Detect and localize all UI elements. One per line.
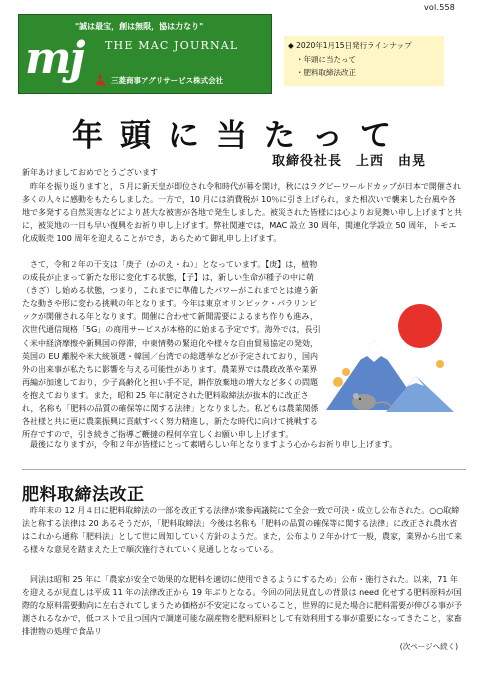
paragraph: 昨年を振り返りますと，５月に新天皇が即位され令和時代が幕を開け，秋にはラグビーワールドカップが日本で開催され多くの人々に感動をもたらしました。一方で，10 月には消費税が 10％に引き上げられ，また相次いで襲来した台風や各地で多発する自然災害などにより甚大な被害が各地で発生しました。被災された皆様には心よりお見舞い申し上げますと共に，被災地の一日も早い復興をお祈り申し上げます。弊社関連では，MAC 設立 30 周年，関連化学設立 50 周年，トモエ化成販売 100 周年を迎えることができ，あらためて御礼申し上げます。 bbox=[22, 182, 462, 244]
continued-note: (次ページへ続く) bbox=[399, 642, 458, 651]
company-name: 三菱商事アグリサービス株式会社 bbox=[111, 76, 224, 85]
magazine-name: THE MAC JOURNAL bbox=[105, 39, 239, 52]
opening-line: 新年あけましておめでとうございます bbox=[22, 168, 158, 177]
masthead-banner bbox=[18, 14, 272, 94]
section-title: 肥料取締法改正 bbox=[22, 485, 145, 505]
volume-number: vol.558 bbox=[424, 3, 456, 12]
new-year-illustration bbox=[316, 300, 464, 420]
article-title: 年頭に当たって bbox=[72, 118, 408, 154]
lineup-item: ・年頭に当たって bbox=[296, 55, 356, 64]
lineup-heading: ◆ 2020年1月15日発行ラインナップ bbox=[288, 41, 412, 50]
mj-logo: mj bbox=[25, 33, 84, 84]
company-logo-icon bbox=[93, 74, 107, 86]
slogan: "誠は最宝，創は無限，協は力なり" bbox=[75, 22, 204, 31]
paragraph: さて，令和２年の干支は「庚子（かのえ・ね）」となっています。【庚】は，植物の成長が止まって新たな形に変化する状態，【子】は，新しい生命が種子の中に萌（きざ）し始める状態，つまり，これまでに準備したパワーがこれまでとは違う新たな動きや形に変わる挑戦の年となります。今年は東京オリンピック・パラリンピックが開催される年となります。開催に合わせて新聞需要によるまち作りも進み，次世代通信規格「5G」の商用サービスが本格的に始まる予定です。海外では，長引く米中経済摩擦や新興国の停滞，中東情勢の緊迫化や様々な自由貿易協定の発効，英国の EU 離脱や米大統領選・韓国／台湾での総選挙などが予定されており，国内外の出来事が私たちに影響を与える可能性があります。農業界では農政改革や業界再編が加速しており，少子高齢化と担い手不足，耕作放棄地の増大など多くの問題を抱えております。また，昭和 25 年に制定された肥料取締法が抜本的に改正され，名称も「肥料の品質の確保等に関する法律」となりました。私どもは農業関係各社様と共に更に農業振興に貢献すべく努力精進し，新たな時代に向けて挑戦する所存ですので，引き続きご指導ご鞭撻の程何卒宜しくお願い申し上げます。 bbox=[22, 260, 321, 440]
paragraph: 昨年末の 12 月４日に肥料取締法の一部を改正する法律が衆参両議院にて全会一致で可決・成立し公布された。○○取締法と称する法律は 20 あるそうだが，「肥料取締法」今後は名称も「肥料の品質の確保等に関する法律」に改正され農水省はこれから通称「肥料法」として世に周知していく方針のようだ。また，公布より２年かけて一般，農家，業界から出て来る様々な意見を踏まえた上で順次施行されていく見通しとなっている。 bbox=[22, 506, 462, 555]
lineup-box bbox=[284, 36, 444, 86]
lineup-item: ・肥料取締法改正 bbox=[296, 68, 356, 77]
closing-paragraph: 最後になりますが，令和２年が皆様にとって素晴らしい年となりますよう心からお祈り申し上げます。 bbox=[30, 440, 398, 449]
paragraph: 同法は昭和 25 年に「農家が安全で効果的な肥料を適切に使用できるようにするため」公布・施行された。以来，71 年を迎えるが見直しは平成 11 年の法律改正から 19 年ぶりとなる。今回の同法見直しの背景は need 化せする肥料原料が国際的な原料需要動向に左右されてしまうため価格が不安定になっていること，世界的に見た場合に肥料需要が伸びる事が予測されるなかで，低コストで且つ国内で調達可能な副産物を肥料原料として有効利用する事が重要になってきたこと，家畜排泄物の処理で食品リ bbox=[22, 575, 462, 637]
section-divider bbox=[22, 469, 466, 470]
author-byline: 取締役社長 上西 由晃 bbox=[272, 154, 427, 169]
